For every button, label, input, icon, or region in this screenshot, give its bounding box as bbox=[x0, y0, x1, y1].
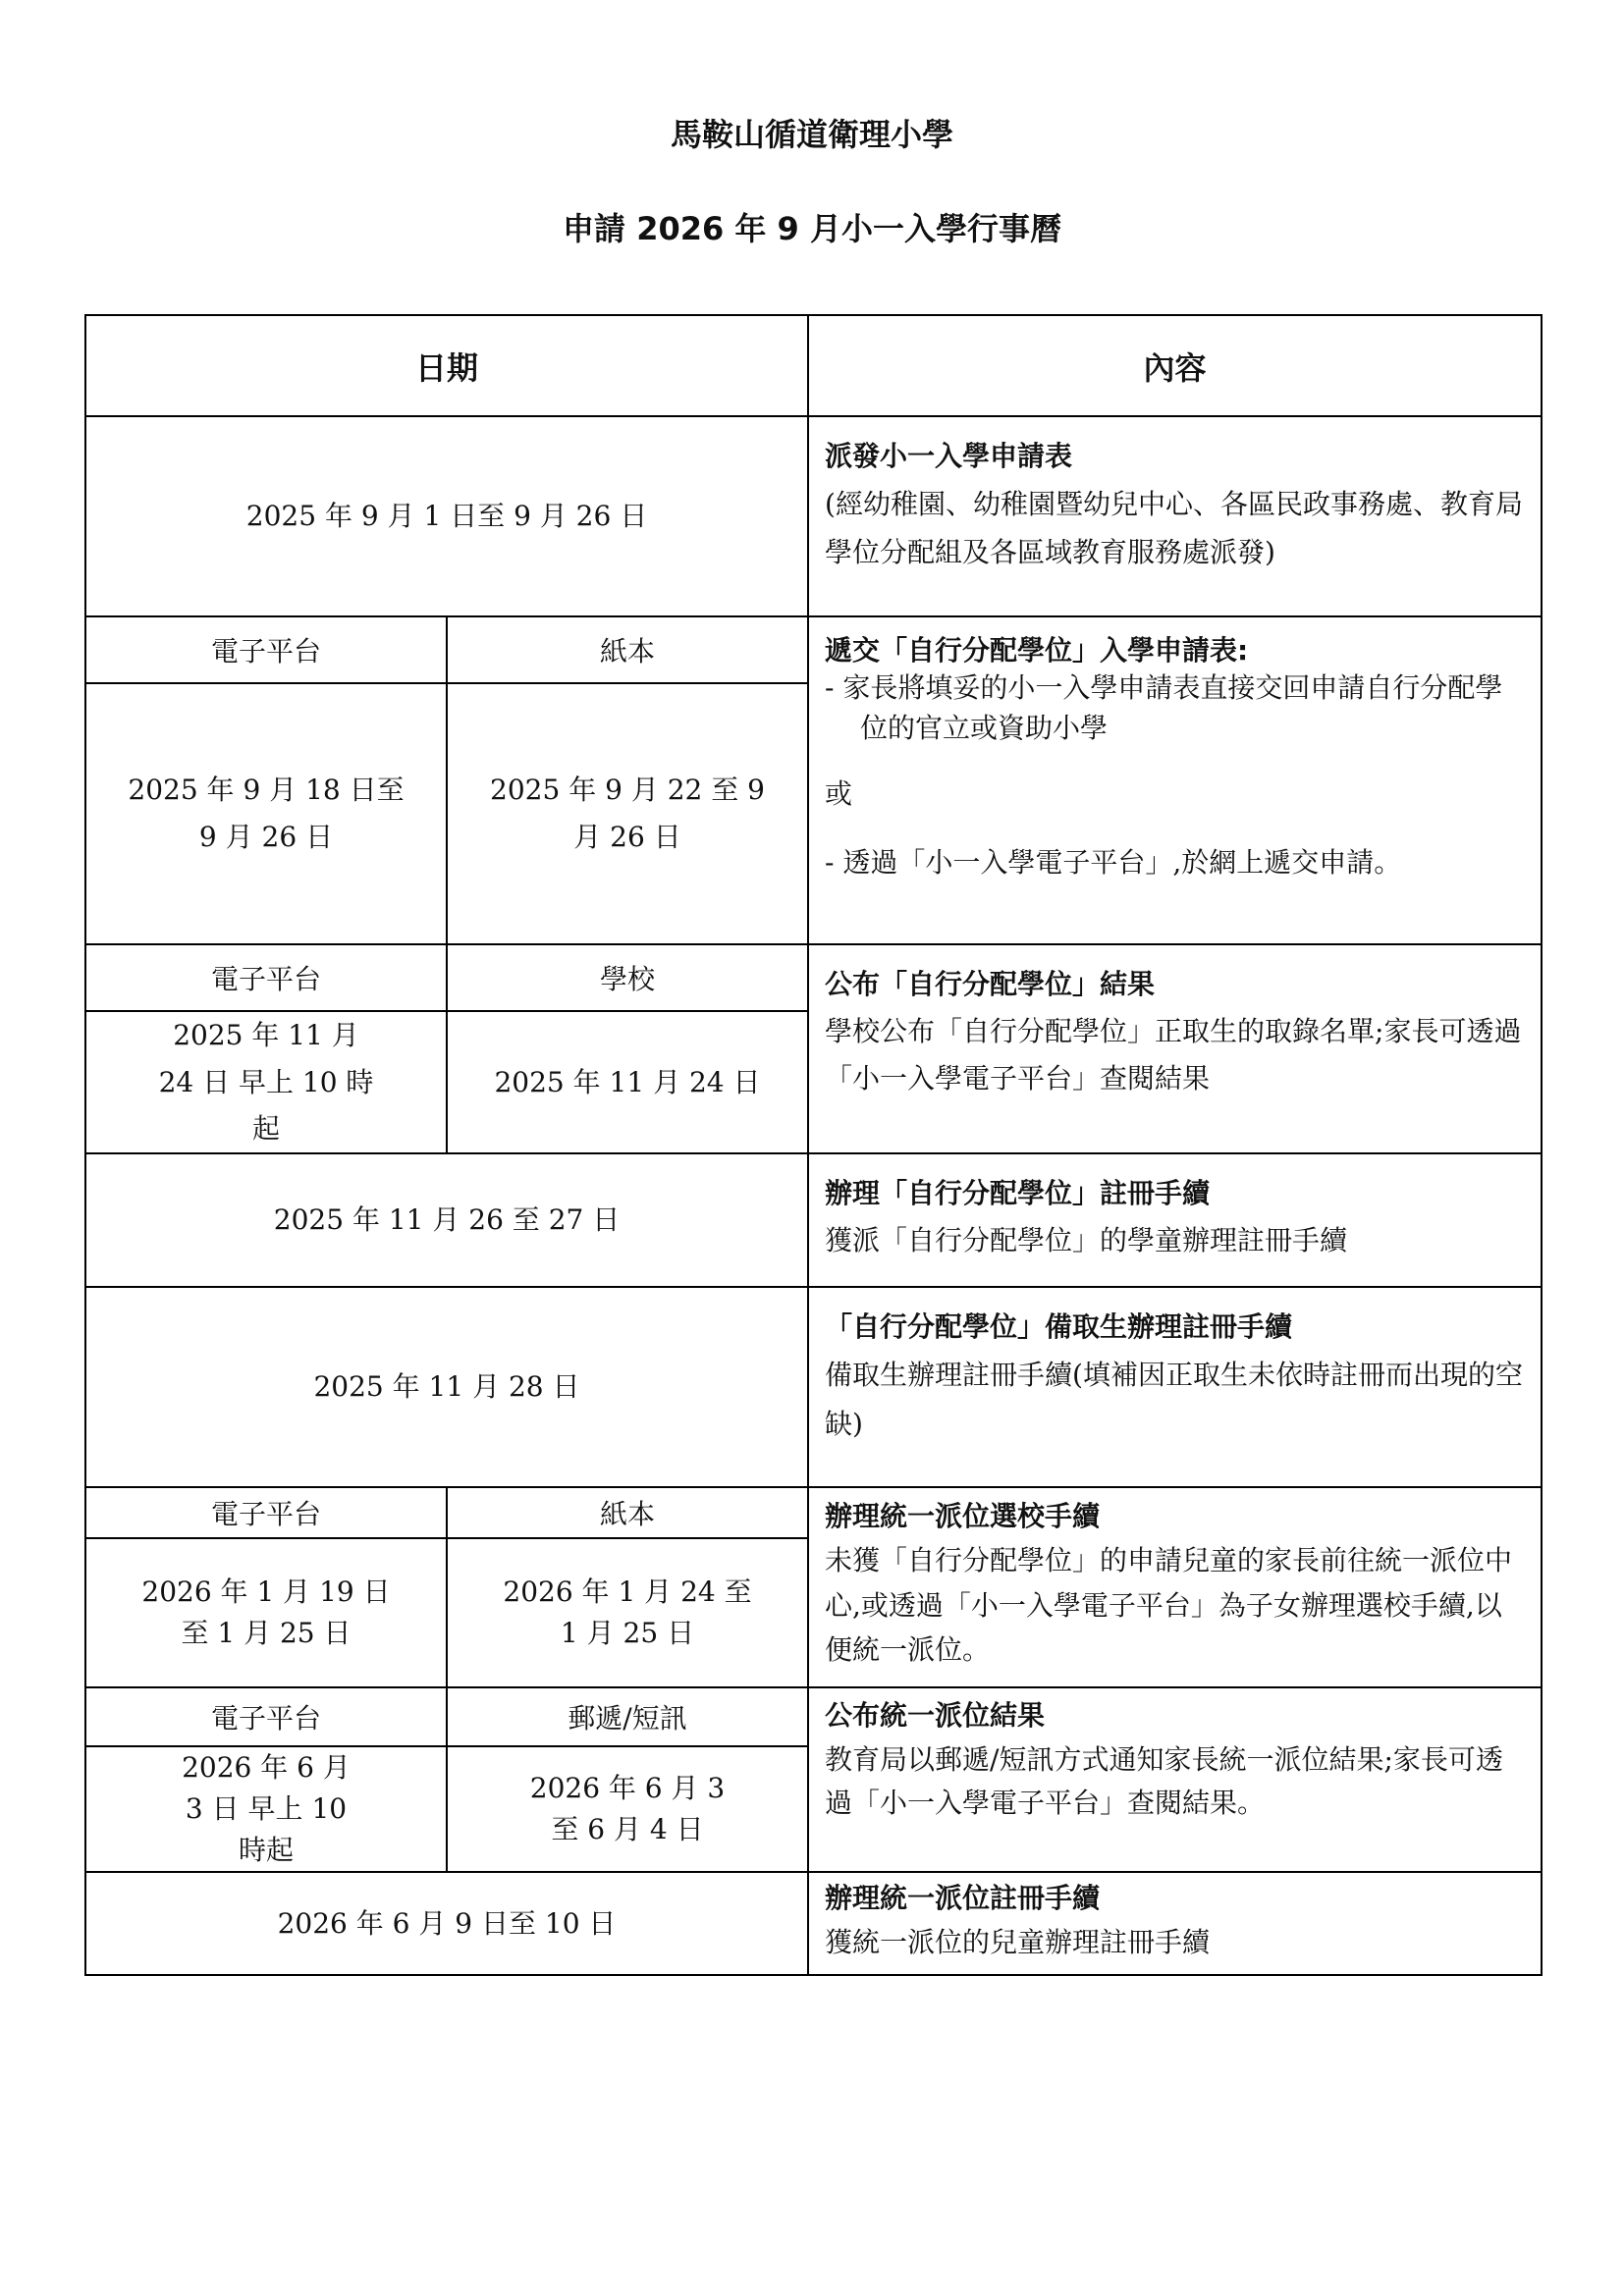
row-heading: 派發小一入學申請表 bbox=[825, 440, 1073, 472]
table-row bbox=[85, 1687, 1542, 1746]
list-item: - 透過「小一入學電子平台」,於網上遞交申請。 bbox=[825, 845, 1402, 879]
sub-label-paper: 紙本 bbox=[447, 616, 808, 683]
header-content: 內容 bbox=[808, 315, 1542, 416]
table-row bbox=[85, 616, 1542, 683]
or-text: 或 bbox=[825, 776, 853, 810]
date-cell: 2025 年 11 月 26 至 27 日 bbox=[85, 1153, 808, 1287]
sub-label-paper: 紙本 bbox=[447, 1487, 808, 1538]
row-heading: 遞交「自行分配學位」入學申請表: bbox=[825, 634, 1249, 667]
sub-label-electronic: 電子平台 bbox=[85, 1487, 447, 1538]
header-date: 日期 bbox=[85, 315, 808, 416]
date-cell: 2026 年 6 月 9 日至 10 日 bbox=[85, 1872, 808, 1976]
admission-calendar-table bbox=[84, 314, 1543, 1976]
row-heading: 辦理「自行分配學位」註冊手續 bbox=[825, 1176, 1211, 1209]
date-cell: 2025 年 9 月 1 日至 9 月 26 日 bbox=[85, 416, 808, 616]
date-cell-mail-sms: 2026 年 6 月 3 至 6 月 4 日 bbox=[447, 1746, 808, 1872]
table-row bbox=[85, 1487, 1542, 1538]
date-cell-electronic: 2025 年 9 月 18 日至 9 月 26 日 bbox=[85, 683, 447, 944]
date-cell-paper: 2026 年 1 月 24 至 1 月 25 日 bbox=[447, 1538, 808, 1687]
row-heading: 辦理統一派位註冊手續 bbox=[825, 1881, 1101, 1914]
content-cell bbox=[808, 616, 1542, 944]
table-row bbox=[85, 416, 1542, 616]
list-item: - 家長將填妥的小一入學申請表直接交回申請自行分配學位的官立或資助小學 bbox=[825, 671, 1503, 744]
row-body: 備取生辦理註冊手續(填補因正取生未依時註冊而出現的空缺) bbox=[825, 1358, 1523, 1441]
table-header-row bbox=[85, 315, 1542, 416]
date-cell-school: 2025 年 11 月 24 日 bbox=[447, 1011, 808, 1153]
sub-label-school: 學校 bbox=[447, 944, 808, 1011]
table-row bbox=[85, 1872, 1542, 1976]
table-row bbox=[85, 944, 1542, 1011]
date-cell-paper: 2025 年 9 月 22 至 9 月 26 日 bbox=[447, 683, 808, 944]
sub-label-electronic: 電子平台 bbox=[85, 944, 447, 1011]
table-row bbox=[85, 1287, 1542, 1487]
row-body: 未獲「自行分配學位」的申請兒童的家長前往統一派位中心,或透過「小一入學電子平台」為子女辦理選校手續,以便統一派位。 bbox=[825, 1544, 1513, 1666]
school-name: 馬鞍山循道衛理小學 bbox=[670, 116, 953, 153]
row-body: 獲派「自行分配學位」的學童辦理註冊手續 bbox=[825, 1223, 1348, 1256]
sub-label-electronic: 電子平台 bbox=[85, 1687, 447, 1746]
row-body: 學校公布「自行分配學位」正取生的取錄名單;家長可透過「小一入學電子平台」查閱結果 bbox=[825, 1015, 1522, 1095]
content-cell bbox=[808, 1287, 1542, 1487]
content-cell bbox=[808, 416, 1542, 616]
date-cell-electronic: 2025 年 11 月 24 日 早上 10 時起 bbox=[85, 1011, 447, 1153]
page-title: 申請 2026 年 9 月小一入學行事曆 bbox=[563, 210, 1061, 247]
content-cell bbox=[808, 1487, 1542, 1687]
content-cell bbox=[808, 944, 1542, 1153]
row-body: 獲統一派位的兒童辦理註冊手續 bbox=[825, 1925, 1211, 1958]
row-heading: 公布「自行分配學位」結果 bbox=[825, 968, 1156, 1000]
row-body: (經幼稚園、幼稚園暨幼兒中心、各區民政事務處、教育局學位分配組及各區域教育服務處派發) bbox=[825, 488, 1523, 569]
date-cell-electronic: 2026 年 1 月 19 日至 1 月 25 日 bbox=[85, 1538, 447, 1687]
row-heading: 辦理統一派位選校手續 bbox=[825, 1499, 1101, 1532]
date-cell-electronic: 2026 年 6 月 3 日 早上 10 時起 bbox=[85, 1746, 447, 1872]
row-body: 教育局以郵遞/短訊方式通知家長統一派位結果;家長可透過「小一入學電子平台」查閱結果。 bbox=[825, 1742, 1503, 1820]
content-cell bbox=[808, 1687, 1542, 1872]
sub-label-electronic: 電子平台 bbox=[85, 616, 447, 683]
content-cell bbox=[808, 1872, 1542, 1976]
row-heading: 公布統一派位結果 bbox=[825, 1698, 1046, 1732]
row-heading: 「自行分配學位」備取生辦理註冊手續 bbox=[825, 1309, 1293, 1343]
date-cell: 2025 年 11 月 28 日 bbox=[85, 1287, 808, 1487]
table-row bbox=[85, 1153, 1542, 1287]
content-cell bbox=[808, 1153, 1542, 1287]
sub-label-mail-sms: 郵遞/短訊 bbox=[447, 1687, 808, 1746]
